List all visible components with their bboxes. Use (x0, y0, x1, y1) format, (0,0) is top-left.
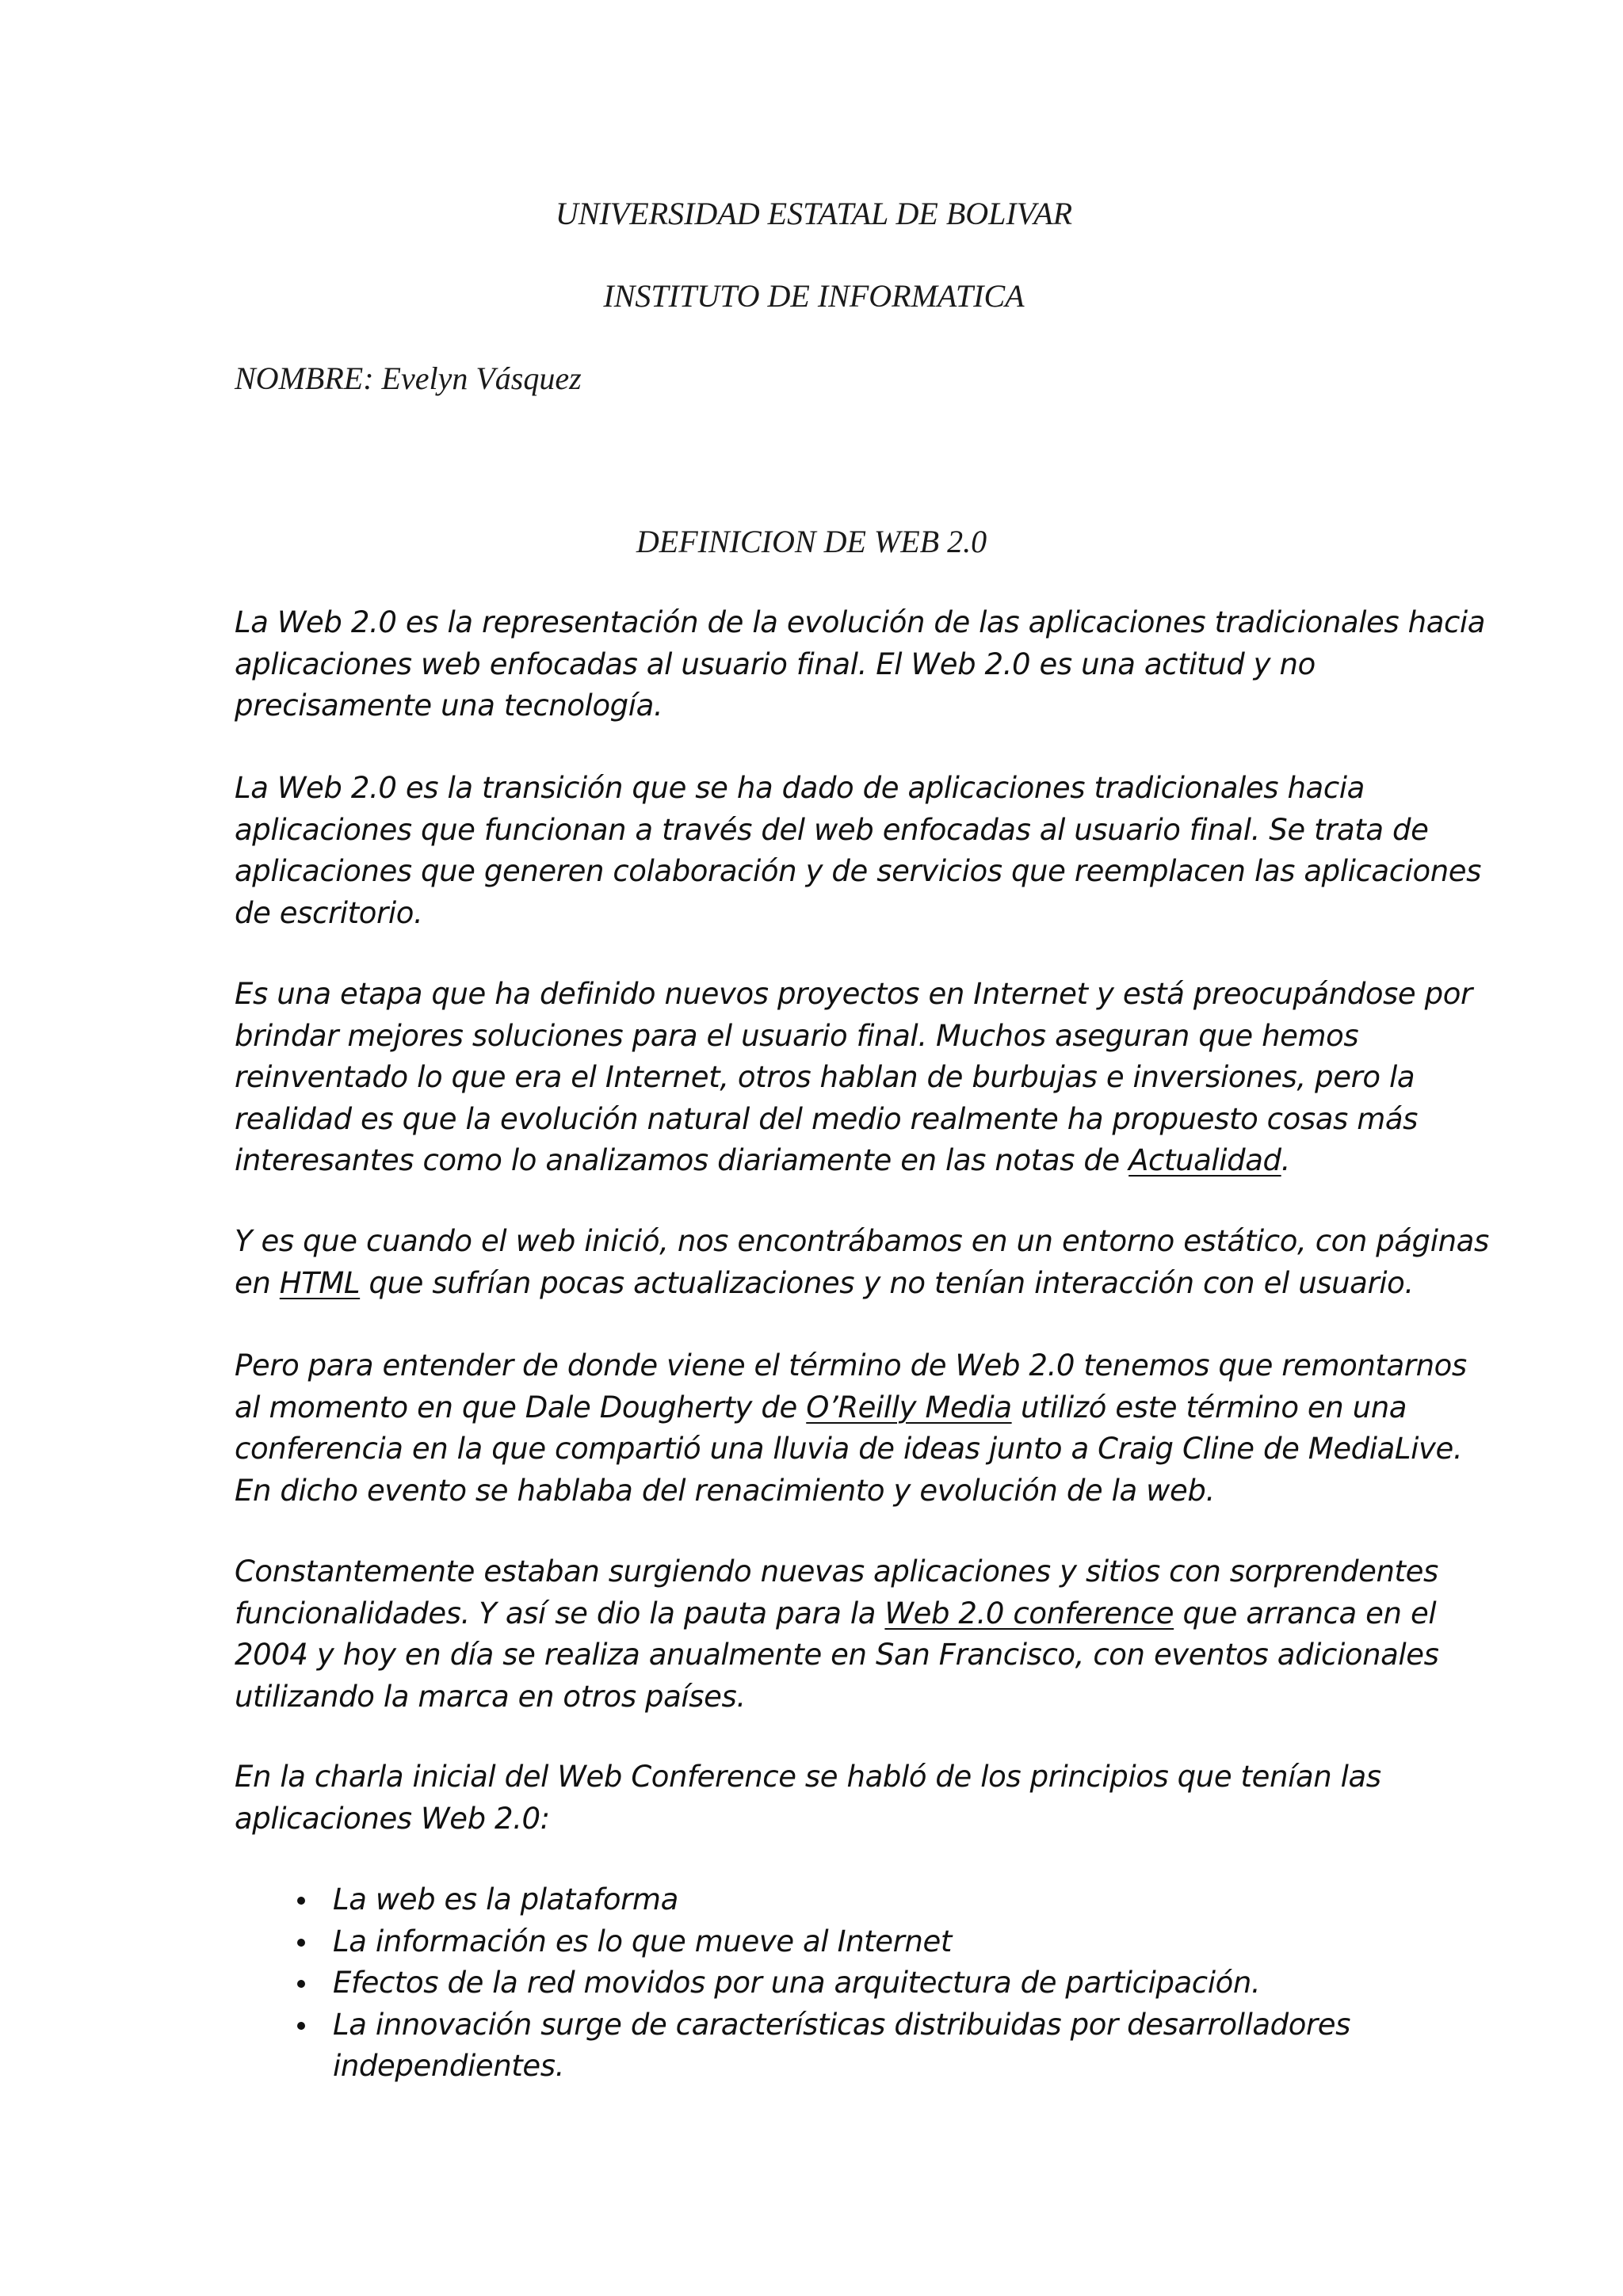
list-item: La web es la plataforma (235, 1879, 1423, 1921)
bullet-icon (297, 2022, 305, 2030)
bullet-icon (297, 1980, 305, 1988)
paragraph-origin: Pero para entender de donde viene el término de Web 2.0 tenemos que remontarnos al momento en que Dale Dougherty de O’Reilly Media utilizó este término en una conferencia en la que compartió una lluvia de ideas junto a Craig Cline de MediaLive. En dicho evento se hablaba del renacimiento y evolución de la web. (235, 1348, 1467, 1508)
web-2-conference-link[interactable]: Web 2.0 conference (884, 1596, 1174, 1630)
bullet-icon (297, 1939, 305, 1947)
document-title: DEFINICION DE WEB 2.0 (636, 524, 987, 559)
paragraph-static-web: Y es que cuando el web inició, nos encontrábamos en un entorno estático, con páginas en HTML que sufrían pocas actualizaciones y no tenían interacción con el usuario. (235, 1224, 1489, 1300)
list-item: Efectos de la red movidos por una arquitectura de participación. (235, 1962, 1423, 2004)
paragraph-stage: Es una etapa que ha definido nuevos proyectos en Internet y está preocupándose por brindar mejores soluciones para el usuario final. Muchos aseguran que hemos reinventado lo que era el Internet, otros hablan de burbujas e inversiones, pero la realidad es que la evolución natural del medio realmente ha propuesto cosas más interesantes como lo analizamos diariamente en las notas de Actualidad. (235, 977, 1472, 1177)
bullet-icon (297, 1897, 305, 1905)
list-item: La innovación surge de características distribuidas por desarrolladores independientes. (235, 2004, 1423, 2088)
html-link[interactable]: HTML (279, 1265, 361, 1300)
paragraph-definition: La Web 2.0 es la representación de la evolución de las aplicaciones tradicionales hacia aplicaciones web enfocadas al usuario final. El Web 2.0 es una actitud y no precisamente una tecnología. (235, 605, 1486, 723)
institute-heading: INSTITUTO DE INFORMATICA (603, 278, 1025, 314)
paragraph-conference: Constantemente estaban surgiendo nuevas aplicaciones y sitios con sorprendentes funcionalidades. Y así se dio la pauta para la Web 2.0 conference que arranca en el 2004 y hoy en día se realiza anualmente en San Francisco, con eventos adicionales utilizando la marca en otros países. (235, 1554, 1439, 1714)
principles-list (235, 1879, 1423, 2088)
list-item: La información es lo que mueve al Internet (235, 1921, 1423, 1963)
oreilly-media-link[interactable]: O’Reilly Media (806, 1390, 1012, 1425)
student-name-line: NOMBRE: Evelyn Vásquez (235, 360, 582, 396)
paragraph-transition: La Web 2.0 es la transición que se ha dado de aplicaciones tradicionales hacia aplicaciones que funcionan a través del web enfocadas al usuario final. Se trata de aplicaciones que generen colaboración y de servicios que reemplacen las aplicaciones de escritorio. (235, 771, 1482, 930)
university-heading: UNIVERSIDAD ESTATAL DE BOLIVAR (555, 196, 1073, 231)
paragraph-principles-intro: En la charla inicial del Web Conference se habló de los principios que tenían las aplicaciones Web 2.0: (235, 1760, 1381, 1836)
actualidad-link[interactable]: Actualidad (1128, 1143, 1281, 1177)
